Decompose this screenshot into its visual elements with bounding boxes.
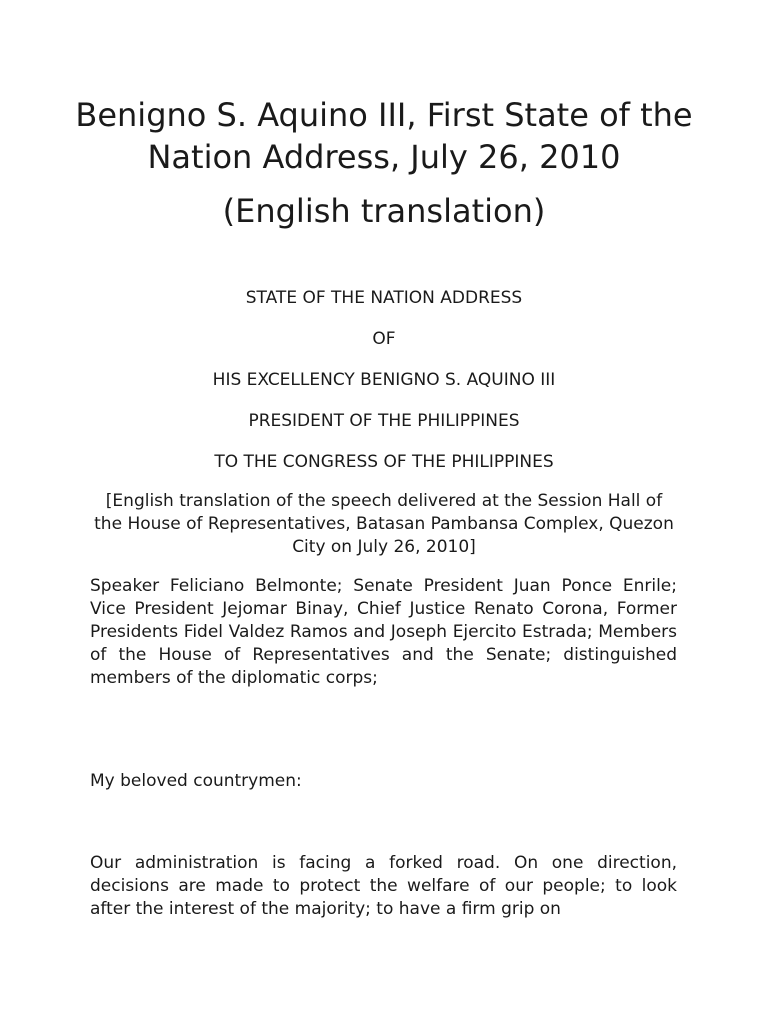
document-subtitle: (English translation) (222, 192, 546, 230)
translation-note: [English translation of the speech delivered at the Session Hall of the House of Representatives, Batasan Pambansa Complex, Quezon City on July 26, 2010] (94, 491, 674, 557)
header-line-address: STATE OF THE NATION ADDRESS (245, 288, 523, 308)
body-paragraph: Our administration is facing a forked road. On one direction, decisions are made to protect the welfare of our people; to look after the interest of the majority; to have a firm grip on (90, 853, 677, 919)
header-line-president: PRESIDENT OF THE PHILIPPINES (248, 411, 520, 431)
salutation-paragraph: Speaker Feliciano Belmonte; Senate President Juan Ponce Enrile; Vice President Jejomar Binay, Chief Justice Renato Corona, Former Presidents Fidel Valdez Ramos and Joseph Ejercito Estrada; Members of the House of Representatives and the Senate; distinguished members of the diplomatic corps; (90, 576, 677, 688)
greeting-paragraph: My beloved countrymen: (90, 771, 302, 791)
header-line-of: OF (372, 329, 396, 349)
header-line-congress: TO THE CONGRESS OF THE PHILIPPINES (214, 452, 554, 472)
document-title: Benigno S. Aquino III, First State of the Nation Address, July 26, 2010 (75, 96, 693, 176)
header-line-excellency: HIS EXCELLENCY BENIGNO S. AQUINO III (212, 370, 556, 390)
